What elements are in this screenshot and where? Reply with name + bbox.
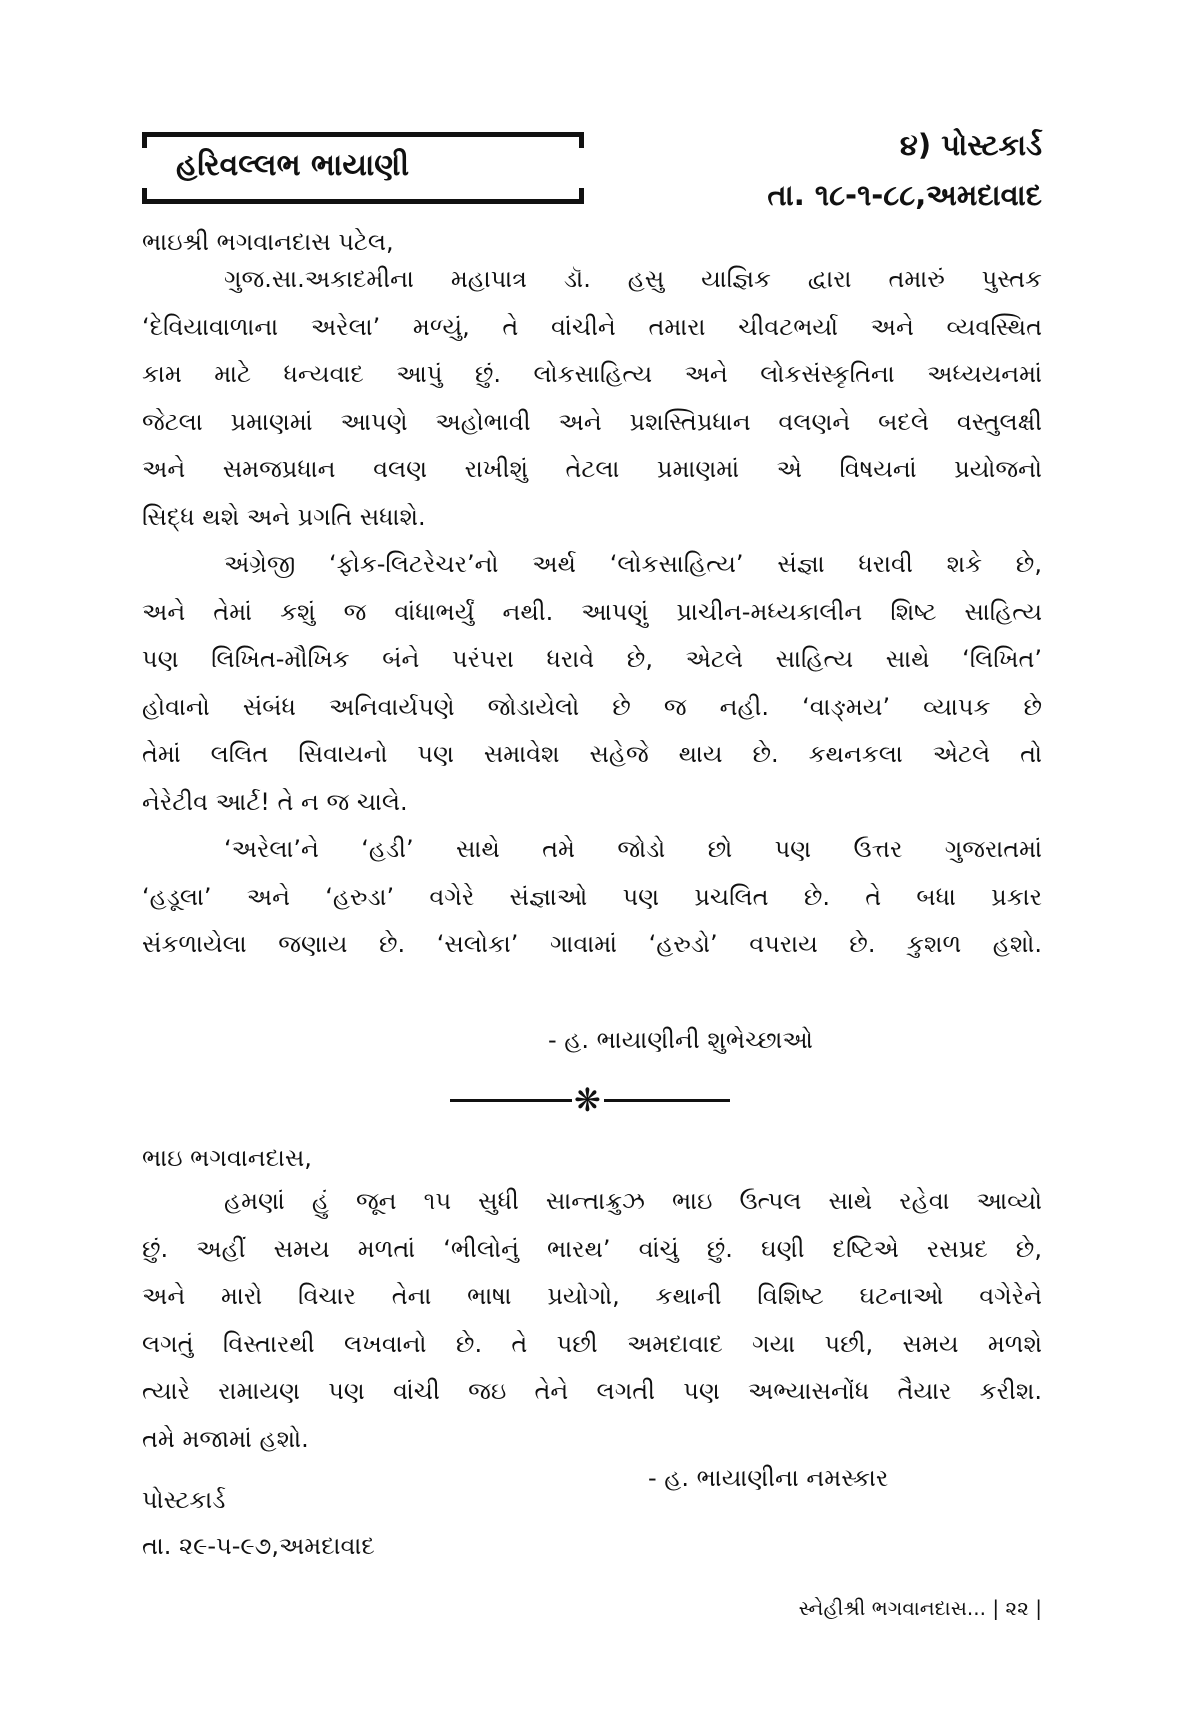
body-line: ‘હડૂલા’ અને ‘હરુડા’ વગેરે સંજ્ઞાઓ પણ પ્રચલિત છે. તે બધા પ્રકાર bbox=[142, 882, 1042, 911]
box-rule-bottom bbox=[142, 199, 584, 204]
body-line: તમે મજામાં હશો. bbox=[142, 1424, 309, 1453]
running-footer: સ્નેહીશ્રી ભગવાનદાસ... | ૨૨ | bbox=[798, 1596, 1042, 1620]
body-line: નેરેટીવ આર્ટ! તે ન જ ચાલે. bbox=[142, 787, 408, 816]
body-line: અને સમજપ્રધાન વલણ રાખીશું તેટલા પ્રમાણમાં એ વિષયનાં પ્રયોજનો bbox=[142, 455, 1042, 483]
letter1-salutation: ભાઇશ્રી ભગવાનદાસ પટેલ, bbox=[142, 228, 394, 256]
ornament-divider bbox=[450, 1081, 730, 1119]
body-line: લગતું વિસ્તારથી લખવાનો છે. તે પછી અમદાવાદ ગયા પછી, સમય મળશે bbox=[142, 1329, 1042, 1358]
box-corner bbox=[142, 132, 147, 148]
divider-rule-right bbox=[604, 1099, 730, 1102]
letter1-signoff: - હ. ભાયાણીની શુભેચ્છાઓ bbox=[548, 1026, 813, 1054]
letter2-body bbox=[142, 1178, 1042, 1463]
divider-rule-left bbox=[450, 1099, 572, 1102]
box-corner bbox=[579, 132, 584, 148]
body-line: અંગ્રેજી ‘ફોક-લિટરેચર’નો અર્થ ‘લોકસાહિત્ય’ સંજ્ઞા ધરાવી શકે છે, bbox=[224, 550, 1042, 578]
letter2-salutation: ભાઇ ભગવાનદાસ, bbox=[142, 1144, 312, 1172]
flourish-icon: ❋ bbox=[574, 1081, 601, 1119]
body-line: અને તેમાં કશું જ વાંધાભર્યું નથી. આપણું પ્રાચીન-મધ્યકાલીન શિષ્ટ સાહિત્ય bbox=[142, 597, 1042, 626]
body-line: ગુજ.સા.અકાદમીના મહાપાત્ર ડૉ. હસુ યાજ્ઞિક દ્વારા તમારું પુસ્તક bbox=[224, 265, 1042, 293]
body-line: સિદ્ધ થશે અને પ્રગતિ સધાશે. bbox=[142, 502, 426, 531]
box-corner bbox=[142, 188, 147, 204]
body-line: હોવાનો સંબંધ અનિવાર્યપણે જોડાયેલો છે જ નહી. ‘વાઙ્મય’ વ્યાપક છે bbox=[142, 692, 1042, 721]
body-line: કામ માટે ધન્યવાદ આપું છું. લોકસાહિત્ય અને લોકસંસ્કૃતિના અધ્યયનમાં bbox=[142, 360, 1042, 388]
box-corner bbox=[579, 188, 584, 204]
body-line: પણ લિખિત-મૌખિક બંને પરંપરા ધરાવે છે, એટલે સાહિત્ય સાથે ‘લિખિત’ bbox=[142, 645, 1042, 673]
letter-number: ૪) પોસ્ટકાર્ડ bbox=[899, 128, 1042, 162]
postcard-label: પોસ્ટકાર્ડ bbox=[142, 1486, 226, 1514]
body-line: અને મારો વિચાર તેના ભાષા પ્રયોગો, કથાની વિશિષ્ટ ઘટનાઓ વગેરેને bbox=[142, 1282, 1042, 1310]
body-line: ત્યારે રામાયણ પણ વાંચી જઇ તેને લગતી પણ અભ્યાસનોંધ તૈયાર કરીશ. bbox=[142, 1377, 1042, 1405]
postcard-date: તા. ૨૯-૫-૯૭,અમદાવાદ bbox=[142, 1532, 375, 1560]
body-line: જેટલા પ્રમાણમાં આપણે અહોભાવી અને પ્રશસ્તિપ્રધાન વલણને બદલે વસ્તુલક્ષી bbox=[142, 407, 1042, 436]
body-line: ‘અરેલા’ને ‘હડી’ સાથે તમે જોડો છો પણ ઉત્તર ગુજરાતમાં bbox=[224, 835, 1042, 863]
author-name: હરિવલ્લભ ભાયાણી bbox=[176, 148, 410, 183]
letter2-signoff: - હ. ભાયાણીના નમસ્કાર bbox=[648, 1464, 889, 1492]
body-line: ‘દેવિયાવાળાના અરેલા’ મળ્યું, તે વાંચીને તમારા ચીવટભર્યા અને વ્યવસ્થિત bbox=[142, 312, 1042, 341]
letter-date: તા. ૧૮-૧-૮૮,અમદાવાદ bbox=[767, 178, 1042, 212]
body-line: સંકળાયેલા જણાય છે. ‘સલોકા’ ગાવામાં ‘હરુડો’ વપરાય છે. કુશળ હશો. bbox=[142, 930, 1042, 958]
author-box bbox=[142, 132, 584, 204]
body-line: છું. અહીં સમય મળતાં ‘ભીલોનું ભારથ’ વાંચું છું. ઘણી દષ્ટિએ રસપ્રદ છે, bbox=[142, 1234, 1042, 1263]
body-line: તેમાં લલિત સિવાયનો પણ સમાવેશ સહેજે થાય છે. કથનકલા એટલે તો bbox=[142, 740, 1042, 768]
letter1-body bbox=[142, 256, 1042, 969]
body-line: હમણાં હું જૂન ૧૫ સુધી સાન્તાક્રુઝ ભાઇ ઉત્પલ સાથે રહેવા આવ્યો bbox=[224, 1187, 1042, 1215]
box-rule-top bbox=[142, 132, 584, 137]
